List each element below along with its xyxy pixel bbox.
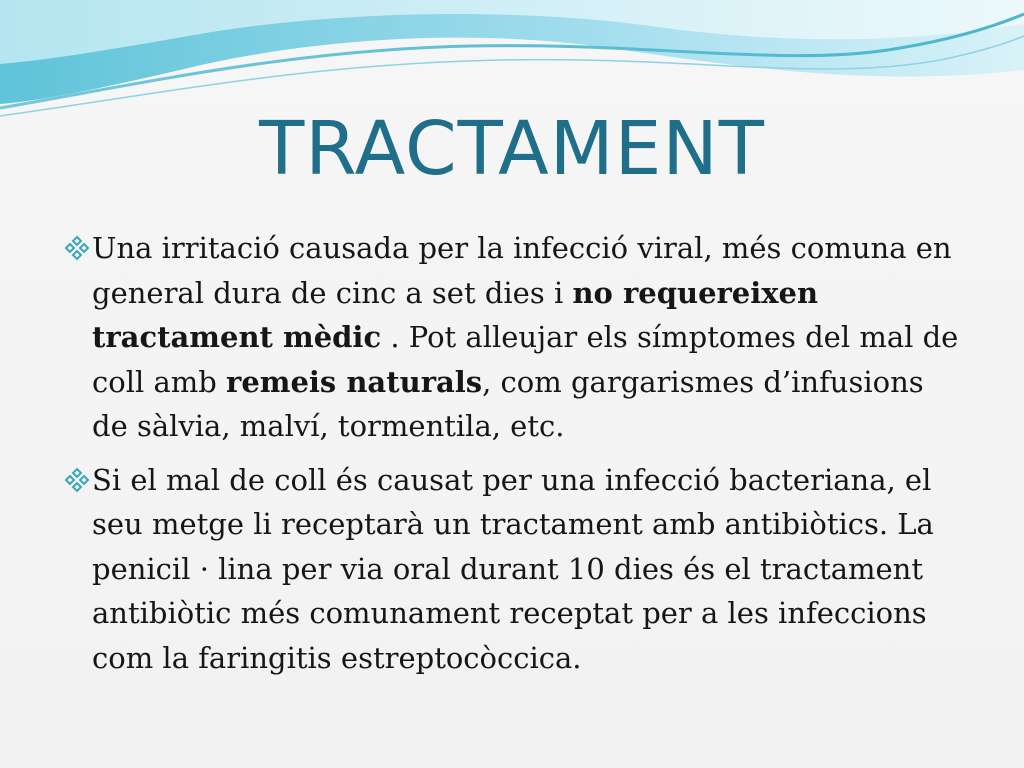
bullet-1-bold-no-requereixen: no requereixen tractament mèdic xyxy=(92,275,819,354)
bullet-list xyxy=(64,226,964,689)
bullet-1-bold-remeis-naturals: remeis naturals xyxy=(226,364,483,399)
bullet-2-segment-1: Si el mal de coll és causat per una infecció bacteriana, el seu metge li receptarà un tractament amb antibiòtics. La penicil · lina per via oral durant 10 dies és el tractament antibiòtic més comunament receptat per a les infeccions com la faringitis estreptocòccica. xyxy=(92,462,934,675)
diamond-bullet-icon xyxy=(64,235,90,261)
bullet-text-2 xyxy=(92,458,964,681)
slide-title: TRACTAMENT xyxy=(259,106,765,192)
bullet-1-segment-1: Una irritació causada per la infecció viral, més comuna en general dura de cinc a set dies i xyxy=(92,231,952,310)
diamond-bullet-icon xyxy=(64,467,90,493)
bullet-1-segment-3: . Pot alleujar els símptomes del mal de coll amb xyxy=(92,320,959,399)
bullet-item-2 xyxy=(64,458,964,681)
bullet-item-1 xyxy=(64,226,964,449)
bullet-1-segment-5: , com gargarismes d’infusions de sàlvia, malví, tormentila, etc. xyxy=(92,364,924,443)
bullet-text-1 xyxy=(92,226,964,449)
